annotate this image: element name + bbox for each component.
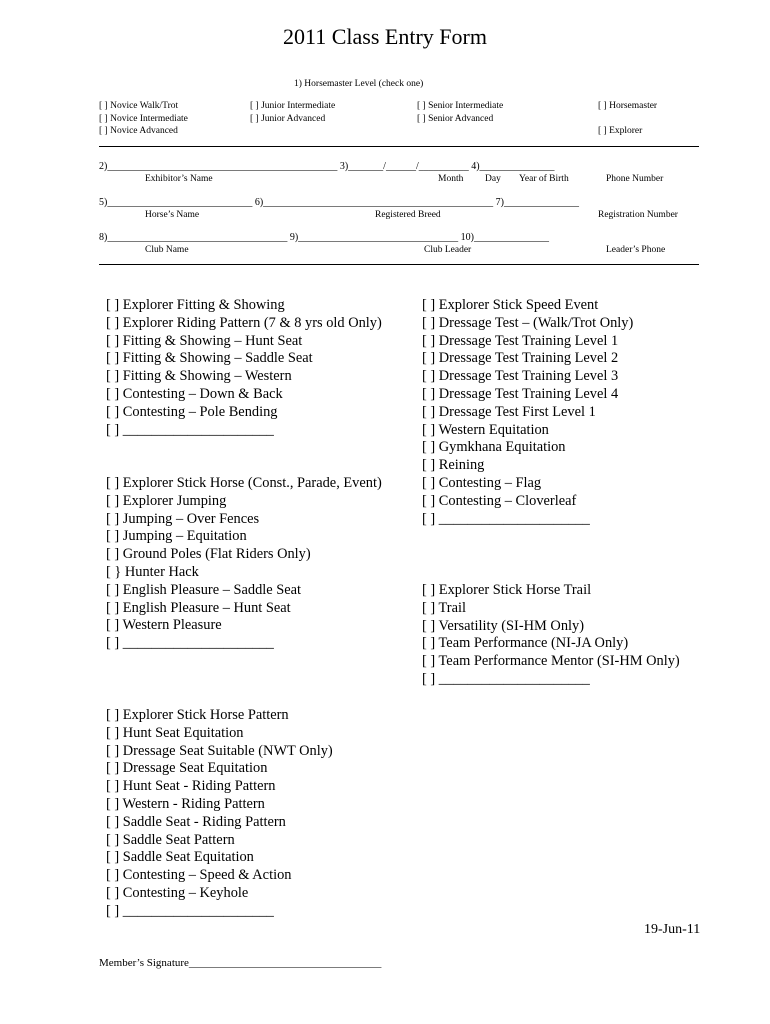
fields-row-2[interactable]: 5)_____________________________ 6)______________________________________________ 7)_______________ [99, 197, 579, 208]
class-option[interactable]: [ } Hunter Hack [106, 563, 199, 580]
class-option[interactable]: [ ] Saddle Seat Pattern [106, 831, 235, 848]
level-option-horsemaster[interactable]: [ ] Horsemaster [598, 101, 658, 111]
class-option[interactable]: [ ] Dressage Test Training Level 3 [422, 368, 619, 385]
class-option[interactable]: [ ] Fitting & Showing – Saddle Seat [106, 350, 313, 367]
level-option-novice-intermediate[interactable]: [ ] Novice Intermediate [99, 114, 188, 124]
class-option[interactable]: [ ] Explorer Stick Horse Pattern [106, 707, 289, 723]
class-option[interactable]: [ ] Explorer Stick Speed Event [422, 297, 599, 313]
class-option[interactable]: [ ] Dressage Seat Suitable (NWT Only) [106, 742, 333, 759]
registration-number-label: Registration Number [598, 210, 678, 220]
year-label: Year of Birth [519, 174, 569, 184]
class-option-blank[interactable]: [ ] _____________________ [106, 902, 274, 919]
class-option[interactable]: [ ] Dressage Test – (Walk/Trot Only) [422, 314, 634, 331]
class-option[interactable]: [ ] English Pleasure – Hunt Seat [106, 599, 291, 616]
class-option[interactable]: [ ] Saddle Seat - Riding Pattern [106, 813, 286, 830]
class-option[interactable]: [ ] Explorer Jumping [106, 492, 227, 509]
class-option[interactable]: [ ] Saddle Seat Equitation [106, 849, 254, 866]
class-option[interactable]: [ ] Hunt Seat - Riding Pattern [106, 778, 276, 795]
divider-bottom [99, 264, 699, 265]
class-option[interactable]: [ ] Reining [422, 457, 485, 474]
class-option[interactable]: [ ] Dressage Test Training Level 2 [422, 350, 619, 367]
class-option[interactable]: [ ] Dressage Seat Equitation [106, 760, 268, 777]
class-option[interactable]: [ ] Versatility (SI-HM Only) [422, 617, 585, 634]
level-option-junior-intermediate[interactable]: [ ] Junior Intermediate [250, 101, 336, 111]
left-class-group-2 [106, 475, 382, 653]
class-option[interactable]: [ ] Western Pleasure [106, 617, 222, 634]
class-option[interactable]: [ ] Contesting – Cloverleaf [422, 492, 577, 509]
class-option[interactable]: [ ] Contesting – Speed & Action [106, 867, 292, 884]
left-class-group-3 [106, 707, 333, 921]
level-option-novice-walk-trot[interactable]: [ ] Novice Walk/Trot [99, 101, 179, 111]
class-option[interactable]: [ ] Ground Poles (Flat Riders Only) [106, 546, 311, 563]
exhibitor-name-label: Exhibitor’s Name [145, 174, 213, 184]
class-option[interactable]: [ ] Dressage Test Training Level 1 [422, 332, 619, 349]
phone-label: Phone Number [606, 174, 664, 184]
day-label: Day [485, 174, 501, 184]
class-option[interactable]: [ ] Explorer Fitting & Showing [106, 297, 285, 313]
class-option[interactable]: [ ] Explorer Stick Horse Trail [422, 582, 592, 598]
right-class-group-1 [422, 297, 633, 528]
class-option[interactable]: [ ] Contesting – Keyhole [106, 884, 249, 901]
page-title: 2011 Class Entry Form [283, 24, 487, 49]
fields-row-1[interactable]: 2)______________________________________________ 3)_______/______/__________ 4)_______________ [99, 161, 555, 172]
right-class-group-2 [422, 582, 680, 689]
left-class-group-1 [106, 297, 382, 439]
member-signature-line[interactable]: Member’s Signature___________________________________ [99, 957, 382, 969]
horse-name-label: Horse’s Name [145, 210, 200, 220]
level-option-explorer[interactable]: [ ] Explorer [598, 126, 643, 136]
class-option-blank[interactable]: [ ] _____________________ [106, 421, 274, 438]
level-heading: 1) Horsemaster Level (check one) [294, 79, 424, 89]
class-option[interactable]: [ ] Jumping – Over Fences [106, 510, 260, 527]
class-option[interactable]: [ ] Gymkhana Equitation [422, 439, 566, 456]
class-option[interactable]: [ ] Fitting & Showing – Western [106, 368, 292, 385]
class-option[interactable]: [ ] Dressage Test First Level 1 [422, 403, 596, 420]
fields-row-3[interactable]: 8)____________________________________ 9)________________________________ 10)_______________ [99, 232, 549, 243]
class-option[interactable]: [ ] English Pleasure – Saddle Seat [106, 581, 302, 598]
class-option[interactable]: [ ] Contesting – Flag [422, 474, 542, 491]
class-option[interactable]: [ ] Hunt Seat Equitation [106, 724, 244, 741]
class-option-blank[interactable]: [ ] _____________________ [106, 635, 274, 652]
class-option-blank[interactable]: [ ] _____________________ [422, 670, 590, 687]
class-option[interactable]: [ ] Western - Riding Pattern [106, 795, 265, 812]
class-option[interactable]: [ ] Dressage Test Training Level 4 [422, 385, 619, 402]
registered-breed-label: Registered Breed [375, 210, 441, 220]
form-date: 19-Jun-11 [644, 922, 701, 937]
level-option-novice-advanced[interactable]: [ ] Novice Advanced [99, 126, 178, 136]
class-option[interactable]: [ ] Team Performance Mentor (SI-HM Only) [422, 653, 680, 670]
club-name-label: Club Name [145, 245, 189, 255]
class-option[interactable]: [ ] Contesting – Down & Back [106, 385, 283, 402]
class-option[interactable]: [ ] Fitting & Showing – Hunt Seat [106, 332, 303, 349]
class-option[interactable]: [ ] Contesting – Pole Bending [106, 403, 278, 420]
class-option[interactable]: [ ] Explorer Riding Pattern (7 & 8 yrs old Only) [106, 314, 382, 331]
divider-top [99, 146, 699, 147]
class-option[interactable]: [ ] Team Performance (NI-JA Only) [422, 635, 629, 652]
month-label: Month [438, 174, 464, 184]
class-option-blank[interactable]: [ ] _____________________ [422, 510, 590, 527]
level-option-senior-advanced[interactable]: [ ] Senior Advanced [417, 114, 494, 124]
class-option[interactable]: [ ] Jumping – Equitation [106, 528, 247, 545]
club-leader-label: Club Leader [424, 245, 472, 255]
level-option-senior-intermediate[interactable]: [ ] Senior Intermediate [417, 101, 504, 111]
class-option[interactable]: [ ] Trail [422, 599, 466, 616]
class-option[interactable]: [ ] Explorer Stick Horse (Const., Parade, Event) [106, 475, 382, 491]
level-option-junior-advanced[interactable]: [ ] Junior Advanced [250, 114, 326, 124]
leaders-phone-label: Leader’s Phone [606, 245, 666, 255]
class-option[interactable]: [ ] Western Equitation [422, 421, 549, 438]
